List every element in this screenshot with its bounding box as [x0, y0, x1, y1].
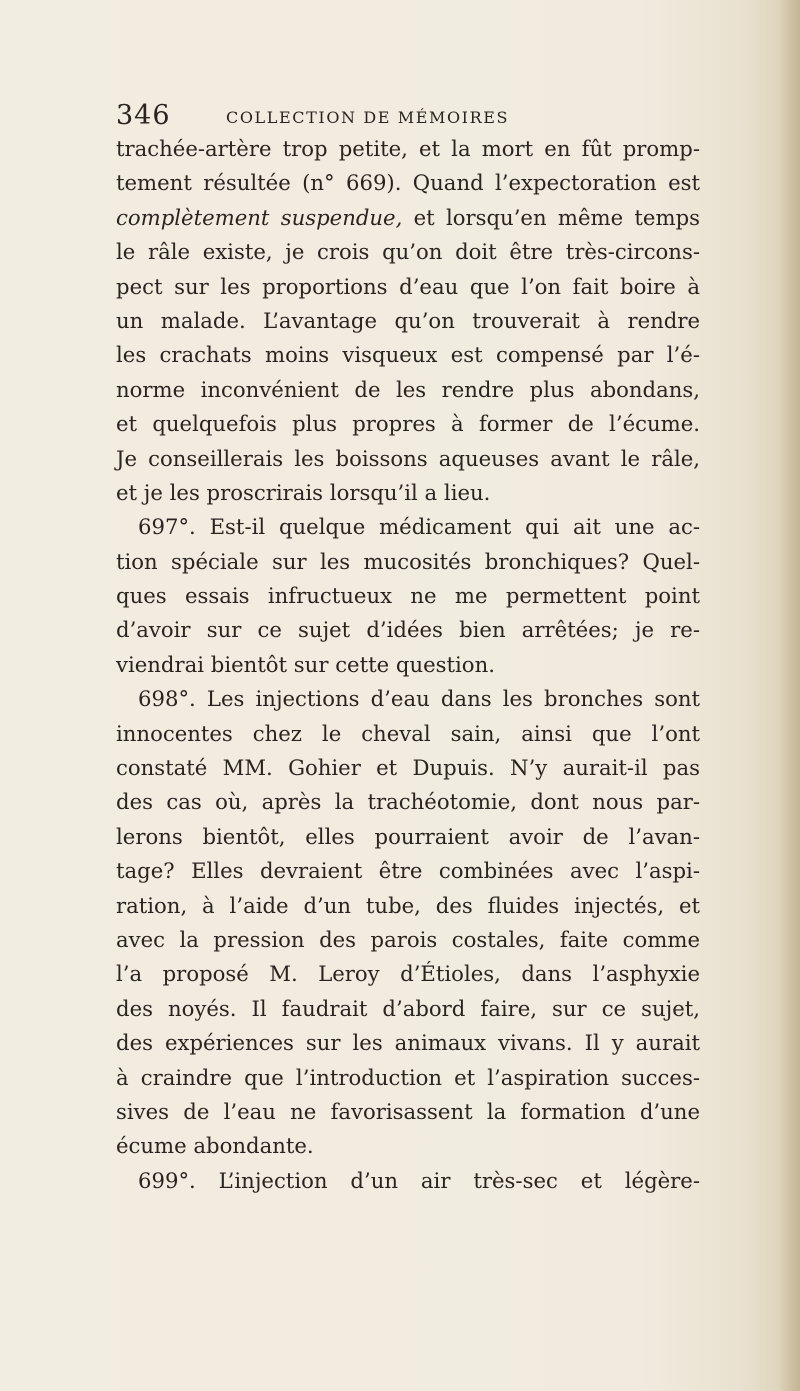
text-span: et lorsqu’en même temps	[402, 204, 700, 230]
text-line: Je conseillerais les boissons aqueuses avant le râle,	[116, 445, 700, 471]
text-line: tement résultée (n° 669). Quand l’expectoration est	[116, 170, 700, 196]
text-line: avec la pression des parois costales, faite comme	[116, 926, 700, 952]
text-line: des noyés. Il faudrait d’abord faire, sur ce sujet,	[116, 995, 700, 1021]
text-line	[116, 201, 700, 235]
text-line: 698°. Les injections d’eau dans les bronches sont	[138, 686, 700, 712]
text-line: d’avoir sur ce sujet d’idées bien arrêtées; je re-	[116, 617, 700, 643]
text-line: tage? Elles devraient être combinées avec l’aspi-	[116, 858, 700, 884]
text-line: les crachats moins visqueux est compensé par l’é-	[116, 342, 700, 368]
text-line: innocentes chez le cheval sain, ainsi que l’ont	[116, 720, 700, 746]
text-line: 699°. L’injection d’un air très-sec et légère-	[138, 1167, 700, 1193]
text-line: constaté MM. Gohier et Dupuis. N’y aurait-il pas	[116, 755, 700, 781]
text-line: tion spéciale sur les mucosités bronchiques? Quel-	[116, 548, 700, 574]
running-head: COLLECTION DE MÉMOIRES	[226, 108, 510, 127]
text-line: et je les proscrirais lorsqu’il a lieu.	[116, 479, 491, 505]
text-line: des cas où, après la trachéotomie, dont nous par-	[116, 789, 700, 815]
text-line: écume abondante.	[116, 1133, 314, 1159]
text-line: sives de l’eau ne favorisassent la formation d’une	[116, 1098, 700, 1124]
text-line: l’a proposé M. Leroy d’Étioles, dans l’asphyxie	[116, 961, 700, 987]
page-edge-shadow	[778, 0, 800, 1391]
page-number: 346	[116, 100, 171, 131]
text-line: pect sur les proportions d’eau que l’on fait boire à	[116, 273, 700, 299]
text-line: ques essais infructueux ne me permettent point	[116, 583, 700, 609]
text-line: à craindre que l’introduction et l’aspiration succes-	[116, 1064, 700, 1090]
text-line: un malade. L’avantage qu’on trouverait à rendre	[116, 307, 700, 333]
text-line: lerons bientôt, elles pourraient avoir de l’avan-	[116, 823, 700, 849]
text-line: des expériences sur les animaux vivans. Il y aurait	[116, 1030, 700, 1056]
text-line: norme inconvénient de les rendre plus abondans,	[116, 376, 700, 402]
text-line: trachée-artère trop petite, et la mort en fût promp-	[116, 136, 700, 161]
text-line: et quelquefois plus propres à former de l’écume.	[116, 411, 700, 437]
text-line: 697°. Est-il quelque médicament qui ait une ac-	[138, 514, 700, 540]
body-text	[116, 132, 700, 1198]
italic-phrase: complètement suspendue,	[116, 204, 403, 230]
text-line: le râle existe, je crois qu’on doit être très-circons-	[116, 239, 700, 265]
text-line: viendrai bientôt sur cette question.	[116, 651, 495, 677]
text-line: ration, à l’aide d’un tube, des fluides injectés, et	[116, 892, 700, 918]
